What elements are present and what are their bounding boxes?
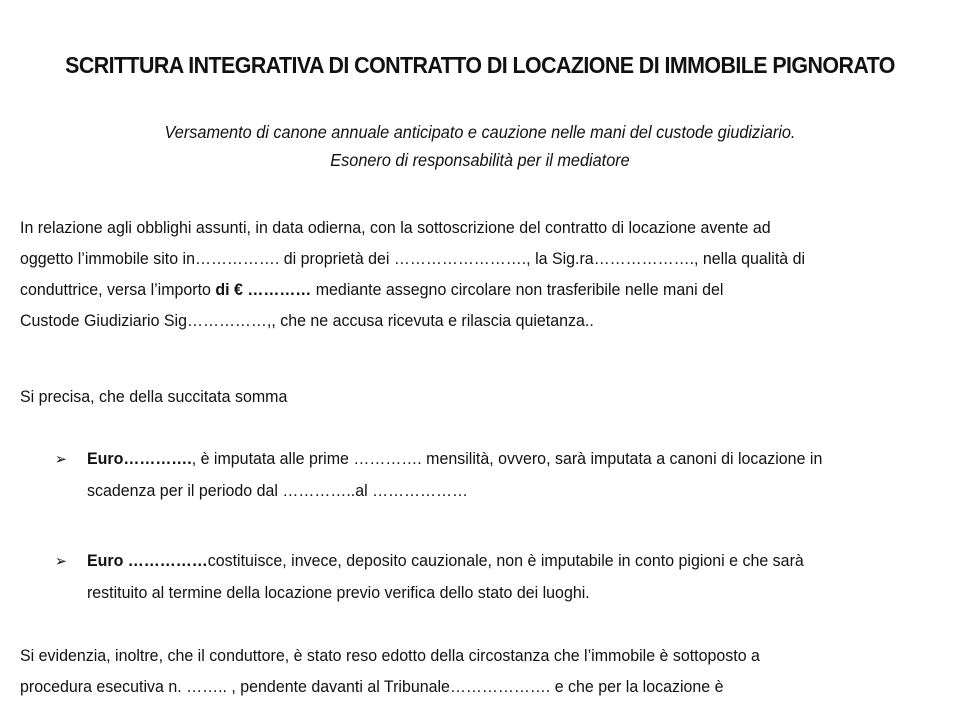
text-span: mediante assegno circolare non trasferibile nelle mani del	[311, 280, 724, 299]
bullet-text: costituisce, invece, deposito cauzionale, non è imputabile in conto pigioni e che sarà	[207, 551, 804, 570]
paragraph-line: In relazione agli obblighi assunti, in data odierna, con la sottoscrizione del contratto di locazione avente ad	[20, 218, 771, 237]
bullet-text-line2: scadenza per il periodo dal …………..al ………………	[86, 481, 468, 500]
paragraph-line: oggetto l’immobile sito in……………. di proprietà dei ……………………., la Sig.ra………………., nella qualità di	[20, 249, 806, 268]
bullet-text-line2: restituito al termine della locazione previo verifica dello stato dei luoghi.	[86, 583, 590, 602]
paragraph-specify: Si precisa, che della succitata somma	[20, 387, 288, 406]
paragraph-line: procedura esecutiva n. …….. , pendente davanti al Tribunale………………. e che per la locazione è	[20, 677, 724, 696]
bullet-text: , è imputata alle prime …………. mensilità, ovvero, sarà imputata a canoni di locazione in	[191, 449, 823, 468]
bullet-item-rent	[55, 443, 863, 506]
bullet-amount: Euro………….	[86, 449, 192, 468]
arrow-bullet-icon: ➢	[55, 553, 67, 570]
paragraph-payment	[20, 212, 866, 336]
paragraph-line: Custode Giudiziario Sig……………,, che ne accusa ricevuta e rilascia quietanza..	[20, 311, 594, 330]
document-subtitle-line1: Versamento di canone annuale anticipato e cauzione nelle mani del custode giudiziario.	[164, 122, 796, 142]
arrow-bullet-icon: ➢	[55, 451, 67, 468]
paragraph-line	[20, 274, 866, 305]
paragraph-notice	[20, 640, 866, 702]
document-subtitle-line2: Esonero di responsabilità per il mediatore	[330, 150, 630, 170]
text-span: conduttrice, versa l’importo	[20, 280, 216, 299]
bullet-item-deposit	[55, 545, 863, 608]
bullet-amount: Euro ……………	[86, 551, 208, 570]
amount-placeholder: di € …………	[215, 280, 312, 299]
paragraph-line: Si evidenzia, inoltre, che il conduttore, è stato reso edotto della circostanza che l’immobile è sottoposto a	[20, 646, 760, 665]
document-title: SCRITTURA INTEGRATIVA DI CONTRATTO DI LOCAZIONE DI IMMOBILE PIGNORATO	[65, 52, 895, 78]
